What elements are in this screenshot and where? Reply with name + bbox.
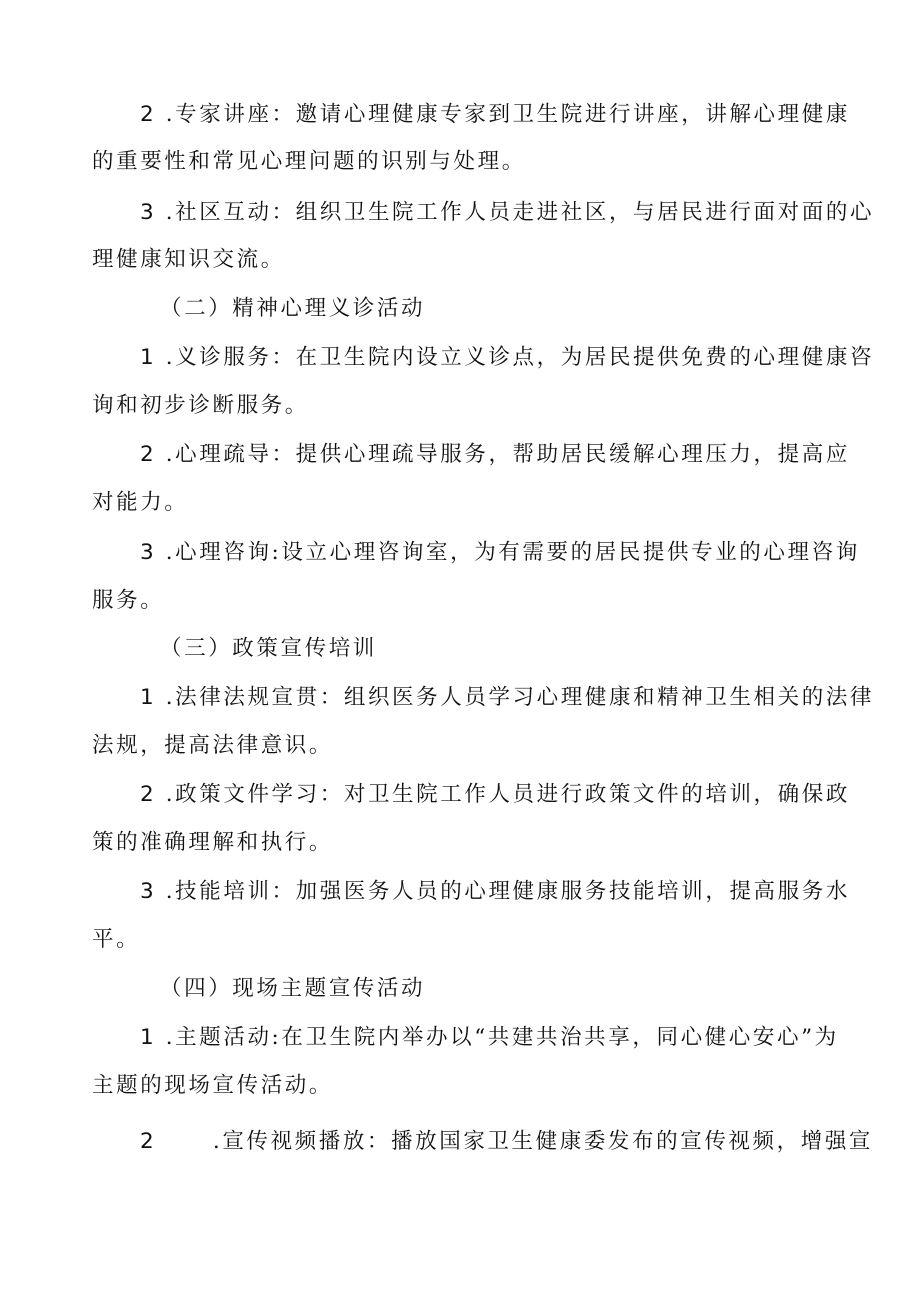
paragraph-line — [140, 539, 880, 567]
heading-text: （三）政策宣传培训 — [160, 636, 377, 661]
line-text: 理健康知识交流。 — [92, 247, 285, 272]
paragraph-line — [92, 587, 832, 615]
item-number: 2 — [140, 782, 157, 807]
line-text: .主题活动:在卫生院内举办以“共建共治共享，同心健心安心”为 — [156, 1025, 839, 1050]
paragraph-line — [92, 489, 832, 517]
item-number: 1 — [140, 345, 157, 370]
section-heading — [160, 295, 900, 323]
paragraph-line — [140, 878, 880, 906]
item-number: 3 — [140, 879, 157, 904]
line-text: 的重要性和常见心理问题的识别与处理。 — [92, 149, 526, 174]
paragraph-line — [92, 148, 832, 176]
line-text: .心理疏导：提供心理疏导服务，帮助居民缓解心理压力，提高应 — [156, 442, 850, 467]
paragraph-line — [140, 101, 880, 129]
paragraph-line — [140, 199, 880, 227]
item-number: 2 — [140, 442, 157, 467]
line-text: 对能力。 — [92, 490, 189, 515]
section-heading — [160, 635, 900, 663]
line-text: .社区互动：组织卫生院工作人员走进社区，与居民进行面对面的心 — [156, 200, 875, 225]
line-text: 策的准确理解和执行。 — [92, 830, 334, 855]
item-number: 1 — [140, 1025, 157, 1050]
paragraph-line — [140, 344, 880, 372]
line-text: .心理咨询:设立心理咨询室，为有需要的居民提供专业的心理咨询 — [156, 540, 860, 565]
item-number: 3 — [140, 200, 157, 225]
line-text: 询和初步诊断服务。 — [92, 393, 309, 418]
paragraph-line — [92, 926, 832, 954]
item-number: 1 — [140, 685, 157, 710]
item-number: 3 — [140, 540, 157, 565]
paragraph-line — [140, 1128, 880, 1156]
line-text: .专家讲座：邀请心理健康专家到卫生院进行讲座，讲解心理健康 — [156, 102, 850, 127]
paragraph-line — [92, 392, 832, 420]
line-text: .义诊服务：在卫生院内设立义诊点，为居民提供免费的心理健康咨 — [156, 345, 875, 370]
paragraph-line — [140, 684, 880, 712]
paragraph-line — [92, 1072, 832, 1100]
paragraph-line — [92, 246, 832, 274]
item-number: 2 — [140, 1129, 157, 1154]
line-text: 平。 — [92, 927, 141, 952]
line-text: 法规，提高法律意识。 — [92, 733, 334, 758]
paragraph-line — [140, 781, 880, 809]
line-text: .政策文件学习：对卫生院工作人员进行政策文件的培训，确保政 — [156, 782, 850, 807]
line-text: .宣传视频播放：播放国家卫生健康委发布的宣传视频，增强宣 — [156, 1129, 874, 1154]
item-number: 2 — [140, 102, 157, 127]
paragraph-line — [92, 829, 832, 857]
heading-text: （四）现场主题宣传活动 — [160, 976, 426, 1001]
line-text: .法律法规宣贯：组织医务人员学习心理健康和精神卫生相关的法律 — [156, 685, 875, 710]
line-text: .技能培训：加强医务人员的心理健康服务技能培训，提高服务水 — [156, 879, 850, 904]
line-text: 服务。 — [92, 588, 165, 613]
paragraph-line — [140, 441, 880, 469]
section-heading — [160, 975, 900, 1003]
paragraph-line — [140, 1024, 880, 1052]
heading-text: （二）精神心理义诊活动 — [160, 296, 426, 321]
line-text: 主题的现场宣传活动。 — [92, 1073, 334, 1098]
paragraph-line — [92, 732, 832, 760]
